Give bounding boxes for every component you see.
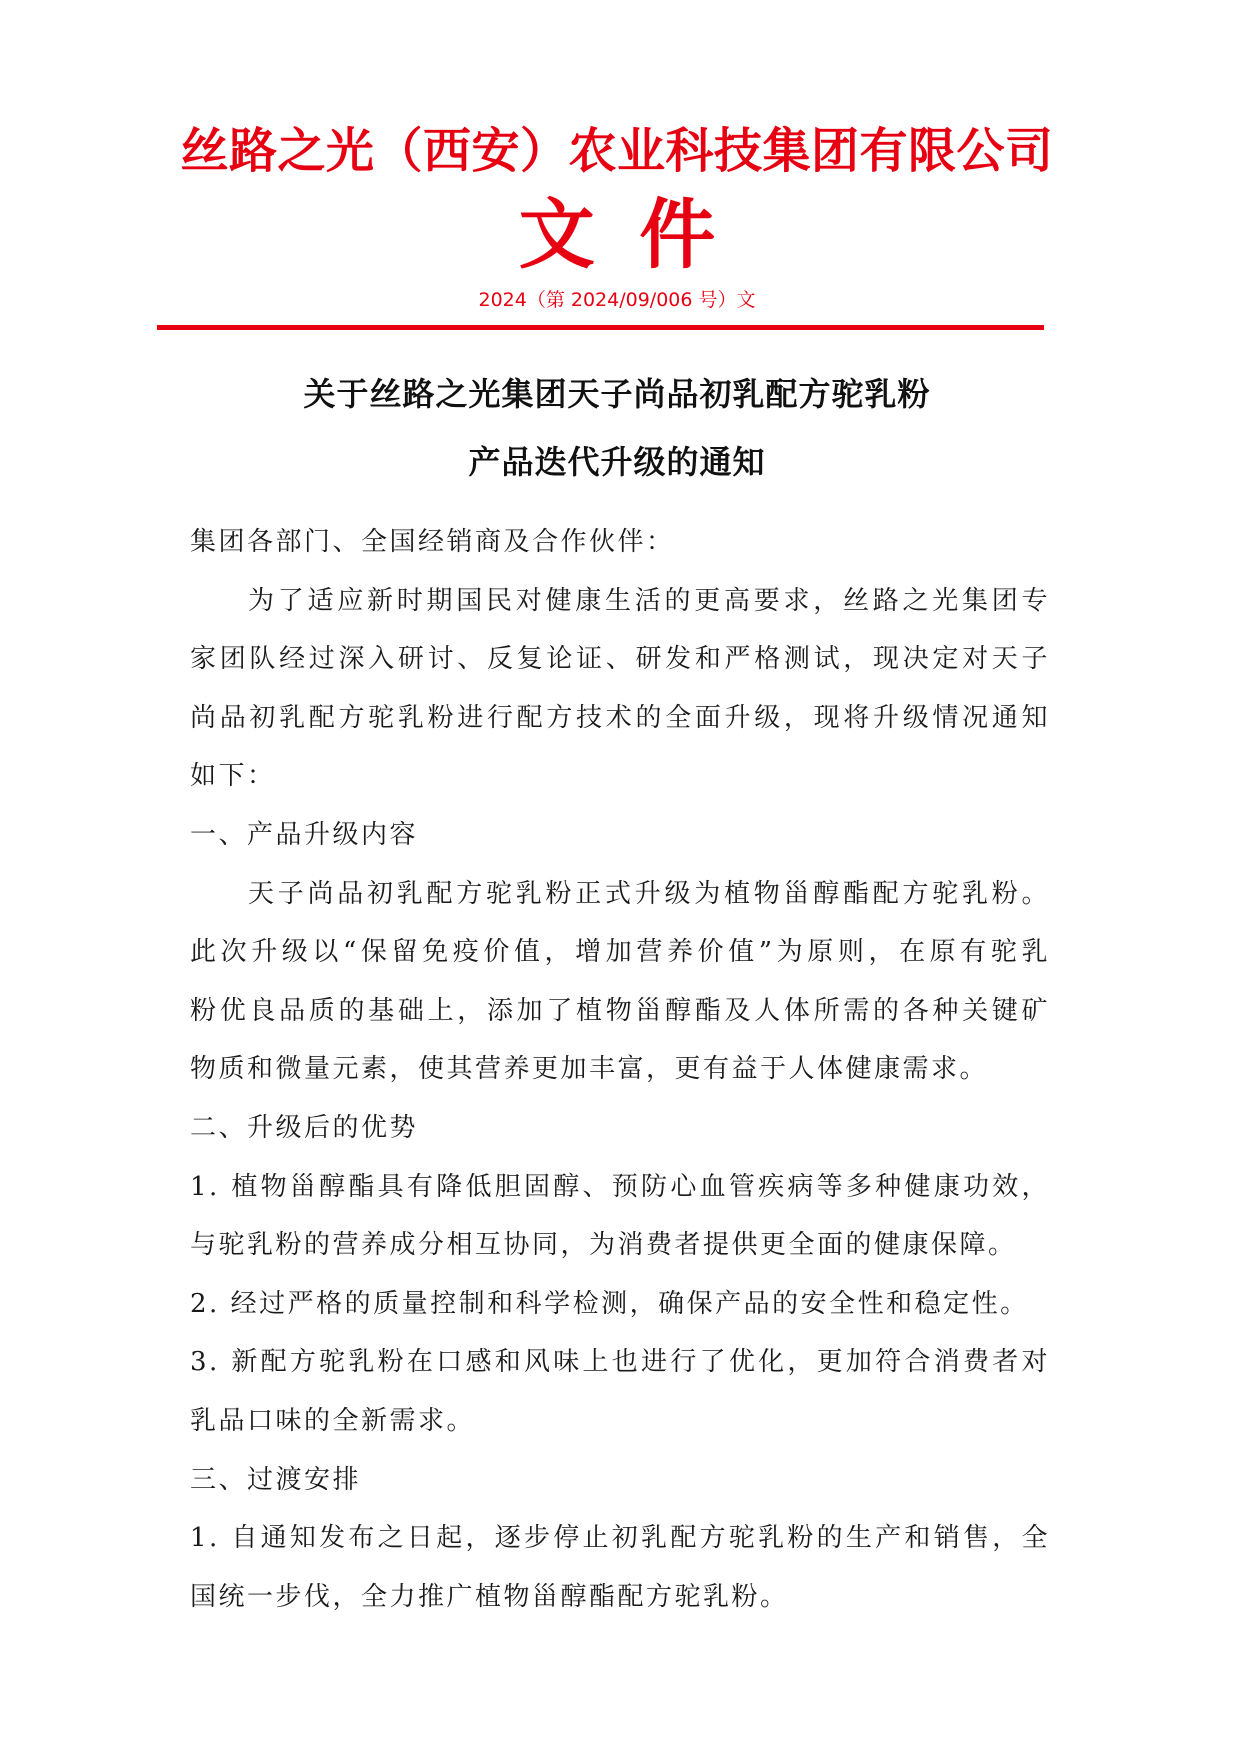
section-heading-2: 二、升级后的优势 xyxy=(190,1112,419,1143)
issuer-company-name: 丝路之光（西安）农业科技集团有限公司 xyxy=(180,123,1054,179)
document-number: 2024（第 2024/09/006 号）文 xyxy=(478,289,756,311)
notice-title-line-1: 关于丝路之光集团天子尚品初乳配方驼乳粉 xyxy=(303,375,931,413)
section-1-line: 物质和微量元素，使其营养更加丰富，更有益于人体健康需求。 xyxy=(190,1054,989,1085)
document-type-heading: 文 件 xyxy=(518,190,716,279)
intro-line: 尚品初乳配方驼乳粉进行配方技术的全面升级，现将升级情况通知 xyxy=(190,702,1050,733)
notice-title-line-2: 产品迭代升级的通知 xyxy=(468,443,766,481)
section-1-line: 天子尚品初乳配方驼乳粉正式升级为植物甾醇酯配方驼乳粉。 xyxy=(248,878,1050,909)
transition-item-1-line: 1. 自通知发布之日起，逐步停止初乳配方驼乳粉的生产和销售，全 xyxy=(190,1523,1050,1554)
advantage-item-3-line: 乳品口味的全新需求。 xyxy=(190,1405,476,1436)
intro-line: 如下： xyxy=(190,761,276,792)
salutation: 集团各部门、全国经销商及合作伙伴： xyxy=(190,527,675,557)
advantage-item-2-line: 2. 经过严格的质量控制和科学检测，确保产品的安全性和稳定性。 xyxy=(190,1288,1029,1319)
section-heading-3: 三、过渡安排 xyxy=(190,1464,362,1495)
notice-body xyxy=(190,513,1050,1626)
transition-item-1-line: 国统一步伐，全力推广植物甾醇酯配方驼乳粉。 xyxy=(190,1581,789,1612)
red-header-divider xyxy=(157,325,1044,330)
advantage-item-1-line: 与驼乳粉的营养成分相互协同，为消费者提供更全面的健康保障。 xyxy=(190,1230,1017,1261)
intro-line: 为了适应新时期国民对健康生活的更高要求，丝路之光集团专 xyxy=(248,585,1050,616)
section-1-line: 此次升级以“保留免疫价值，增加营养价值”为原则，在原有驼乳 xyxy=(190,937,1050,968)
advantage-item-1-line: 1. 植物甾醇酯具有降低胆固醇、预防心血管疾病等多种健康功效， xyxy=(190,1171,1050,1202)
intro-line: 家团队经过深入研讨、反复论证、研发和严格测试，现决定对天子 xyxy=(190,644,1050,675)
section-heading-1: 一、产品升级内容 xyxy=(190,819,419,850)
advantage-item-3-line: 3. 新配方驼乳粉在口感和风味上也进行了优化，更加符合消费者对 xyxy=(190,1347,1050,1378)
section-1-line: 粉优良品质的基础上，添加了植物甾醇酯及人体所需的各种关键矿 xyxy=(190,995,1050,1026)
